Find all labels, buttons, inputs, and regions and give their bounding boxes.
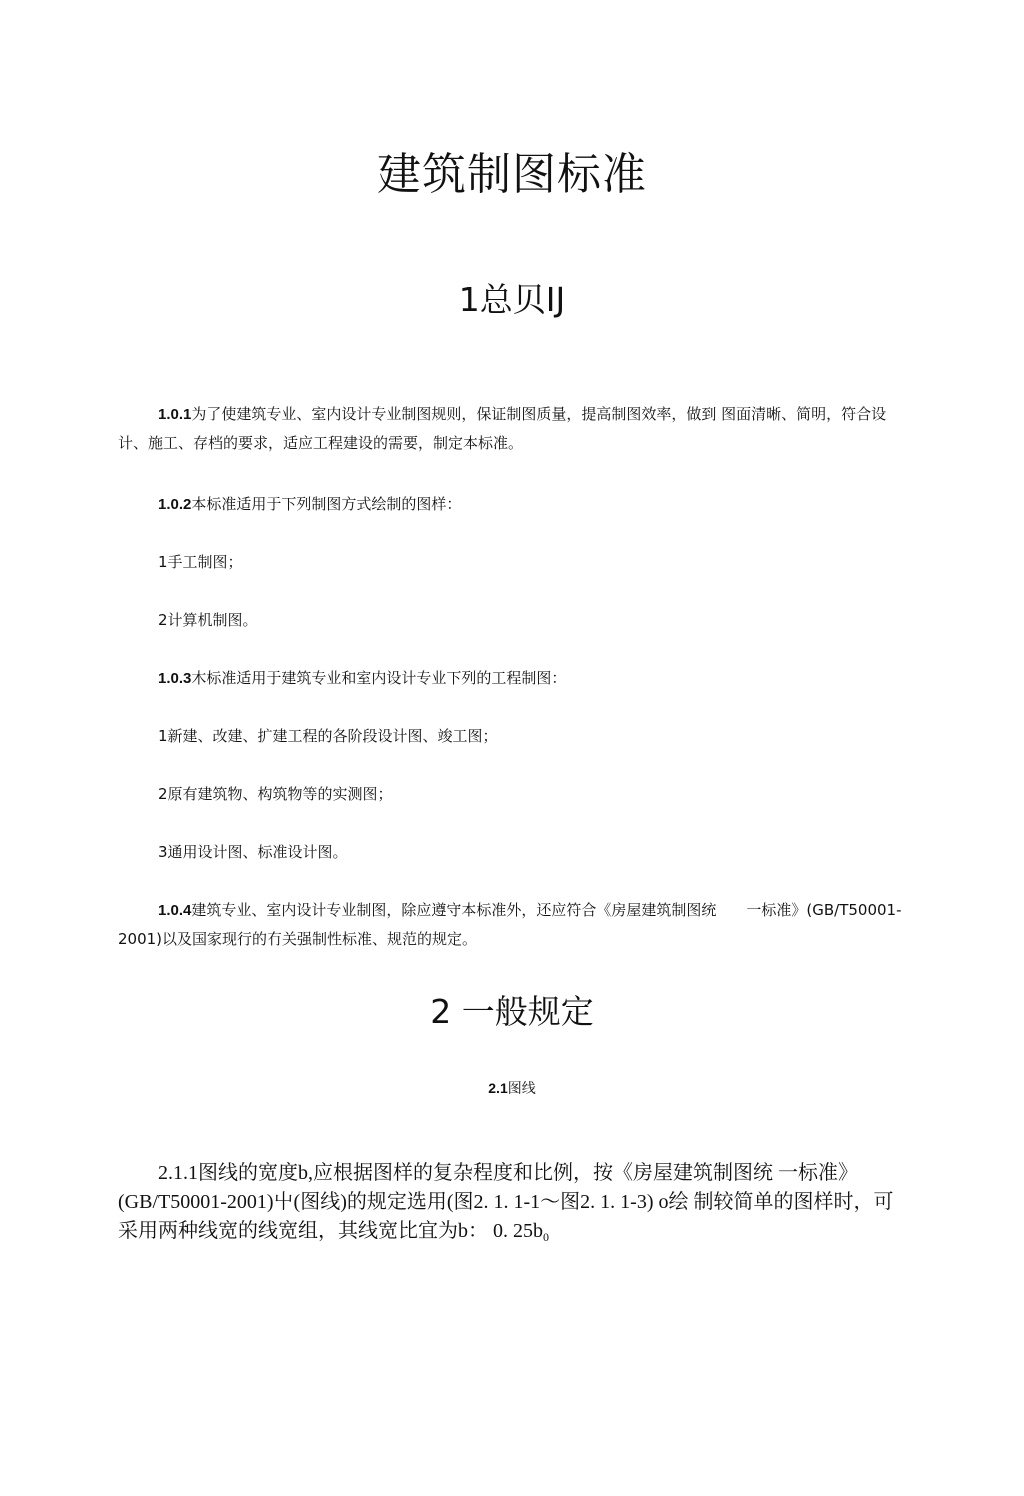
clause-text: 为了使建筑专业、室内设计专业制图规则，保证制图质量，提高制图效率，做到 图面清晰、简明，符合设计、施工、存档的要求，适应工程建设的需要，制定本标准。 [118, 405, 887, 452]
list-item: 3通用设计图、标准设计图。 [158, 843, 348, 861]
list-item: 1手工制图； [158, 553, 243, 571]
clause-number: 1.0.1 [158, 406, 192, 423]
clause-number: 1.0.2 [158, 496, 192, 513]
clause-1-0-1 [118, 400, 908, 458]
subsection-number: 2.1 [488, 1080, 508, 1096]
clause-text: 建筑专业、室内设计专业制图，除应遵守本标准外，还应符合《房屋建筑制图统 一标准》(GB/T50001-2001)以及国家现行的冇关强制性标准、规范的规定。 [118, 901, 902, 948]
subsection-2-1-heading [0, 1077, 1024, 1100]
section-2-heading: 2 一般规定 [430, 992, 594, 1031]
list-item: 1新建、改建、扩建工程的各阶段设计图、竣工图； [158, 727, 498, 745]
subscript: 0 [543, 1230, 549, 1244]
clause-number: 1.0.3 [158, 670, 192, 687]
clause-1-0-3 [118, 664, 908, 693]
list-item: 2原有建筑物、构筑物等的实测图； [158, 785, 393, 803]
clause-text: 2.1.1图线的宽度b,应根据图样的复杂程度和比例，按《房屋建筑制图统 一标准》(GB/T50001-2001)屮(图线)的规定选用(图2. 1. 1-1～图2. 1. 1-3) o绘 制较简单的图样时，可采用两种线宽的线宽组，其线宽比宜为b： 0. 25b [118, 1162, 894, 1242]
section-1-heading: 1总贝IJ [458, 280, 566, 319]
subsection-title: 图线 [507, 1081, 536, 1097]
clause-text: 木标准适用于建筑专业和室内设计专业下列的工程制图： [191, 669, 567, 687]
clause-1-0-2 [118, 490, 908, 519]
list-item: 2计算机制图。 [158, 611, 258, 629]
clause-1-0-4 [118, 896, 908, 954]
document-title: 建筑制图标准 [377, 149, 647, 200]
clause-2-1-1 [118, 1159, 908, 1252]
clause-number: 1.0.4 [158, 902, 192, 919]
clause-text: 本标准适用于下列制图方式绘制的图样： [191, 495, 462, 513]
